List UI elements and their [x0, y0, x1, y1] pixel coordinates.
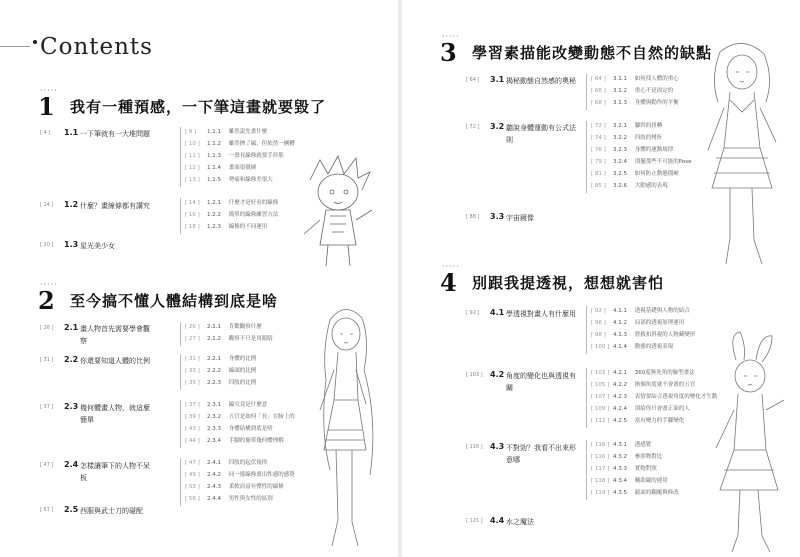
sub-number: 1.1.2: [207, 141, 221, 147]
sub-number: 2.4.2: [207, 472, 221, 478]
sub-title: 四肢的起伏規律: [228, 460, 268, 466]
section-number: 2.3: [64, 402, 79, 411]
sub-title: 肯歡觀察什麼: [228, 324, 262, 330]
sub-page: [ 92 ]: [591, 308, 606, 314]
sub-title: 觀察不只是用眼睛: [228, 336, 273, 342]
sub-title: 動態的透視表現: [634, 344, 674, 350]
section-title: 宇宙鏡像: [506, 214, 534, 222]
sub-number: 2.4.4: [207, 496, 221, 502]
sub-page: [ 39 ]: [185, 414, 200, 420]
subsection-list: [586, 368, 717, 428]
sub-page: [ 64 ]: [591, 76, 606, 82]
section-page: [ 14 ]: [40, 202, 54, 208]
boy-sketch-illustration: [290, 150, 390, 270]
toc-subsection[interactable]: [185, 222, 278, 234]
sub-page: [ 12 ]: [185, 165, 200, 171]
chapter-title: 至今搞不懂人體結構到底是啥: [70, 292, 279, 310]
sub-page: [ 96 ]: [591, 320, 606, 326]
chapter-dots: ·····: [442, 262, 460, 271]
sub-number: 3.1.3: [613, 100, 627, 106]
toc-subsection[interactable]: [185, 458, 295, 470]
sub-page: [ 105 ]: [591, 382, 610, 388]
toc-subsection[interactable]: [185, 175, 295, 187]
sub-page: [ 44 ]: [185, 438, 200, 444]
section-number: 3.3: [490, 212, 505, 221]
toc-subsection[interactable]: [591, 145, 692, 157]
sub-title: 營救扣斜視的人物藏變形: [634, 332, 696, 338]
section-number: 1.3: [64, 240, 79, 249]
sub-title: 別給你只會畫正面的人: [634, 406, 690, 412]
sub-number: 4.2.4: [613, 406, 627, 412]
section-number: 1.2: [64, 200, 79, 209]
chapter-title: 別跟我提透視，想想就害怕: [472, 274, 665, 292]
section-page: [ 4 ]: [40, 130, 51, 136]
toc-subsection[interactable]: [185, 334, 273, 346]
section-title: 幾何體畫人物，就這麼簡單: [80, 404, 150, 424]
sub-title: 腳幹的扭轉: [634, 123, 663, 129]
sub-title: 身體與動作的平衡: [634, 100, 679, 106]
sub-number: 3.2.6: [613, 183, 627, 189]
section-title: 揭秘動態自然感的奧秘: [506, 77, 576, 85]
sub-title: 線究竟是什麼意: [228, 402, 268, 408]
sub-number: 3.2.4: [613, 159, 627, 165]
sub-page: [ 76 ]: [591, 147, 606, 153]
sub-title: 勢痛和線條差很大: [228, 177, 273, 183]
subsection-list: [586, 306, 695, 354]
sub-number: 4.2.3: [613, 394, 627, 400]
sub-number: 2.2.2: [207, 368, 221, 374]
section-number: 2.4: [64, 460, 79, 469]
sub-page: [ 56 ]: [185, 496, 200, 502]
sub-number: 1.1.4: [207, 165, 221, 171]
sub-title: 如何找人體的重心: [634, 76, 679, 82]
sub-title: 線頭的比例: [228, 368, 257, 374]
toc-subsection[interactable]: [185, 151, 295, 163]
toc-subsection[interactable]: [185, 210, 278, 222]
sub-number: 4.2.5: [613, 418, 627, 424]
sub-title: 身體結構到底是啥: [228, 426, 273, 432]
toc-subsection[interactable]: [591, 98, 679, 110]
sub-number: 1.1.1: [207, 129, 221, 135]
toc-subsection[interactable]: [591, 121, 692, 133]
bunny-girl-sketch-illustration: [700, 330, 795, 555]
sub-number: 4.2.1: [613, 370, 627, 376]
section-title: 角度的變化也與透視有關: [506, 372, 576, 392]
section-page: [ 47 ]: [40, 462, 54, 468]
section-page: [ 103 ]: [466, 372, 483, 378]
section-page: [ 88 ]: [466, 214, 480, 220]
girl-sketch-illustration: [300, 300, 395, 555]
sub-title: 參照物對比: [634, 454, 663, 460]
section-page: [ 26 ]: [40, 325, 54, 331]
sub-number: 2.4.1: [207, 460, 221, 466]
sub-page: [ 98 ]: [591, 332, 606, 338]
sub-title: 輔助線的運用: [634, 478, 668, 484]
toc-subsection[interactable]: [185, 354, 256, 366]
section-number: 1.1: [64, 128, 79, 137]
section-page: [ 57 ]: [40, 507, 54, 513]
section-title: 學透視對畫人有什麼用: [506, 310, 576, 318]
sub-number: 4.1.1: [613, 308, 627, 314]
subsection-list: [586, 74, 679, 110]
sub-title: 男性與女性的區別: [228, 496, 273, 502]
chapter-number: 4: [440, 268, 457, 297]
heading-rule: [0, 46, 30, 47]
section-page: [ 31 ]: [40, 357, 54, 363]
section-number: 2.5: [64, 505, 79, 514]
section-page: [ 20 ]: [40, 242, 54, 248]
chapter-number: 2: [38, 286, 55, 315]
toc-subsection[interactable]: [591, 452, 679, 464]
toc-subsection[interactable]: [591, 330, 695, 342]
toc-subsection[interactable]: [591, 404, 717, 416]
sub-title: 鏡面的翻覆與修改: [634, 490, 679, 496]
toc-subsection[interactable]: [185, 470, 295, 482]
sub-page: [ 16 ]: [185, 212, 200, 218]
toc-subsection[interactable]: [591, 157, 692, 169]
sub-number: 2.1.1: [207, 324, 221, 330]
sub-number: 2.1.2: [207, 336, 221, 342]
toc-subsection[interactable]: [185, 322, 273, 334]
sub-number: 4.1.4: [613, 344, 627, 350]
sub-title: 透感覺: [634, 442, 652, 448]
sub-title: 一畫長線條就要手抖筋: [228, 153, 284, 159]
toc-subsection[interactable]: [591, 380, 717, 392]
sub-number: 4.1.3: [613, 332, 627, 338]
sub-number: 2.3.1: [207, 402, 221, 408]
sub-number: 3.2.2: [613, 135, 627, 141]
sub-page: [ 11 ]: [185, 153, 200, 159]
toc-subsection[interactable]: [185, 163, 295, 175]
sub-number: 1.2.1: [207, 200, 221, 206]
section-title: 不對勁？我看不出來形意哪: [506, 444, 576, 464]
toc-subsection[interactable]: [591, 342, 695, 354]
section-page: [ 64 ]: [466, 77, 480, 83]
sub-title: 柔軟而富有彈性的線條: [228, 484, 284, 490]
sub-number: 2.3.3: [207, 426, 221, 432]
toc-subsection[interactable]: [185, 494, 295, 506]
sub-page: [ 13 ]: [185, 177, 200, 183]
sub-page: [ 47 ]: [185, 460, 200, 466]
sub-page: [ 117 ]: [591, 466, 610, 472]
sub-number: 2.2.3: [207, 380, 221, 386]
section-number: 3.1: [490, 75, 505, 84]
chapter-number: 1: [38, 92, 55, 121]
toc-subsection[interactable]: [591, 86, 679, 98]
sub-title: 什麼才是好看的線條: [228, 200, 279, 206]
sub-number: 4.2.2: [613, 382, 627, 388]
sub-title: 五官是如何「長」在臉上的: [228, 414, 295, 420]
chapter-dots: ·····: [40, 86, 58, 95]
sub-number: 1.1.5: [207, 177, 221, 183]
sub-number: 4.3.4: [613, 478, 627, 484]
sub-number: 1.1.3: [207, 153, 221, 159]
sub-number: 4.3.3: [613, 466, 627, 472]
sub-title: 重心不是固定的: [634, 88, 674, 94]
subsection-list: [180, 322, 273, 346]
sub-title: 雖然擠了線，但依然一團糟: [228, 141, 295, 147]
sub-page: [ 79 ]: [591, 159, 606, 165]
sub-page: [ 109 ]: [591, 406, 610, 412]
section-title: 西服與武士刀的碰配: [80, 507, 143, 515]
sub-title: 同一捲線條畫出性感的感覺: [228, 472, 295, 478]
sub-page: [ 9 ]: [185, 129, 197, 135]
sub-page: [ 10 ]: [185, 141, 200, 147]
sub-title: 局部的透視原理運用: [634, 320, 685, 326]
toc-subsection[interactable]: [185, 400, 295, 412]
sub-title: 如何防止動態僵硬: [634, 171, 679, 177]
toc-subsection[interactable]: [591, 306, 695, 318]
toc-subsection[interactable]: [591, 318, 695, 330]
toc-subsection[interactable]: [591, 169, 692, 181]
section-page: [ 37 ]: [40, 404, 54, 410]
toc-subsection[interactable]: [185, 412, 295, 424]
sub-page: [ 72 ]: [591, 123, 606, 129]
toc-subsection[interactable]: [185, 139, 295, 151]
section-number: 4.4: [490, 516, 505, 525]
toc-subsection[interactable]: [591, 392, 717, 404]
sub-page: [ 112 ]: [591, 418, 610, 424]
sub-page: [ 27 ]: [185, 336, 200, 342]
sub-page: [ 85 ]: [591, 183, 606, 189]
sub-page: [ 37 ]: [185, 402, 200, 408]
sub-page: [ 116 ]: [591, 442, 610, 448]
section-number: 3.2: [490, 122, 505, 131]
sub-title: 身體的比例: [228, 356, 257, 362]
toc-subsection[interactable]: [591, 181, 692, 193]
section-title: 星光美少女: [80, 242, 115, 250]
subsection-list: [180, 198, 278, 234]
sub-title: 360度無死角的臉型畫法: [634, 370, 695, 376]
toc-subsection[interactable]: [591, 440, 679, 452]
sub-page: [ 81 ]: [591, 171, 606, 177]
sub-page: [ 116 ]: [591, 454, 610, 460]
heading-dot: [33, 40, 37, 44]
sub-page: [ 100 ]: [591, 344, 610, 350]
toc-subsection[interactable]: [591, 476, 679, 488]
subsection-list: [180, 354, 256, 390]
sub-page: [ 66 ]: [591, 88, 606, 94]
chapter-number: 3: [440, 38, 457, 67]
sub-number: 4.3.5: [613, 490, 627, 496]
toc-subsection[interactable]: [591, 368, 717, 380]
sub-number: 3.1.1: [613, 76, 627, 82]
sub-title: 雖然說先畫什麼: [228, 129, 268, 135]
section-page: [ 121 ]: [466, 518, 483, 524]
sub-title: 四肢的比例: [228, 380, 257, 386]
section-title: 畫人物首先需要學會觀察: [80, 325, 150, 345]
toc-subsection[interactable]: [591, 74, 679, 86]
toc-subsection[interactable]: [185, 366, 256, 378]
sub-number: 2.3.2: [207, 414, 221, 420]
section-title: 怎樣讓筆下的人物不呆板: [80, 462, 150, 482]
section-page: [ 116 ]: [466, 444, 483, 450]
toc-subsection[interactable]: [185, 378, 256, 390]
section-title: 一下筆就有一大堆問題: [80, 130, 150, 138]
section-number: 4.1: [490, 308, 505, 317]
schoolgirl-sketch-illustration: [690, 38, 795, 268]
section-page: [ 92 ]: [466, 310, 480, 316]
sub-number: 3.1.2: [613, 88, 627, 94]
toc-subsection[interactable]: [185, 424, 295, 436]
sub-title: 手腳的簡單幾何體理解: [228, 438, 284, 444]
subsection-list: [586, 440, 679, 500]
right-page: [400, 0, 800, 557]
sub-number: 2.4.3: [207, 484, 221, 490]
sub-title: 畫面很僵硬: [228, 165, 257, 171]
sub-page: [ 118 ]: [591, 478, 610, 484]
section-title: 什麼？畫線條都有講究: [80, 202, 150, 210]
sub-page: [ 107 ]: [591, 394, 610, 400]
chapter-title: 我有一種預感，一下筆這畫就要毀了: [70, 98, 327, 116]
section-number: 4.2: [490, 370, 505, 379]
toc-subsection[interactable]: [185, 436, 295, 448]
sub-page: [ 31 ]: [185, 356, 200, 362]
chapter-title: 學習素描能改變動態不自然的缺點: [472, 44, 713, 62]
toc-subsection[interactable]: [591, 464, 679, 476]
sub-title: 別擺那些不可能的Pose: [634, 159, 692, 165]
subsection-list: [586, 121, 692, 193]
sub-title: 簡單的線條練習方法: [228, 212, 279, 218]
section-page: [ 72 ]: [466, 124, 480, 130]
toc-subsection[interactable]: [591, 133, 692, 145]
section-title: 水之魔法: [506, 518, 534, 526]
subsection-list: [180, 127, 295, 187]
sub-page: [ 43 ]: [185, 426, 200, 432]
section-number: 2.1: [64, 323, 79, 332]
sub-number: 2.3.4: [207, 438, 221, 444]
sub-page: [ 74 ]: [591, 135, 606, 141]
chapter-dots: ·····: [40, 280, 58, 289]
sub-title: 實物對照: [634, 466, 657, 472]
sub-number: 1.2.3: [207, 224, 221, 230]
subsection-list: [180, 400, 295, 448]
sub-page: [ 103 ]: [591, 370, 610, 376]
sub-title: 線條的不同運用: [228, 224, 268, 230]
sub-number: 4.1.2: [613, 320, 627, 326]
sub-title: 表情要結合透視角度的變化才生動: [634, 394, 718, 400]
sub-page: [ 49 ]: [185, 472, 200, 478]
sub-title: 身體的運動規律: [634, 147, 674, 153]
sub-number: 2.2.1: [207, 356, 221, 362]
sub-page: [ 14 ]: [185, 200, 200, 206]
toc-subsection[interactable]: [185, 198, 278, 210]
section-title: 你還要知道人體的比例: [80, 357, 150, 365]
section-number: 4.3: [490, 442, 505, 451]
sub-page: [ 68 ]: [591, 100, 606, 106]
subsection-list: [180, 458, 295, 506]
sub-page: [ 35 ]: [185, 380, 200, 386]
sub-title: 透視基礎與人物的結合: [634, 308, 690, 314]
sub-page: [ 119 ]: [591, 490, 610, 496]
sub-number: 3.2.3: [613, 147, 627, 153]
sub-page: [ 18 ]: [185, 224, 200, 230]
toc-subsection[interactable]: [591, 488, 679, 500]
sub-number: 3.2.1: [613, 123, 627, 129]
toc-subsection[interactable]: [185, 127, 295, 139]
sub-title: 富有變力的手腳變化: [634, 418, 685, 424]
sub-number: 4.3.1: [613, 442, 627, 448]
sub-page: [ 33 ]: [185, 368, 200, 374]
section-title: 聽說身體運動有公式法則: [506, 124, 576, 144]
toc-subsection[interactable]: [591, 416, 717, 428]
chapter-dots: ·····: [442, 32, 460, 41]
sub-page: [ 26 ]: [185, 324, 200, 330]
sub-title: 換個角度就不會畫的五官: [634, 382, 696, 388]
contents-heading: Contents: [40, 34, 153, 60]
sub-title: 大動感的表現: [634, 183, 668, 189]
sub-title: 四肢的彎折: [634, 135, 663, 141]
sub-page: [ 53 ]: [185, 484, 200, 490]
sub-number: 1.2.2: [207, 212, 221, 218]
toc-subsection[interactable]: [185, 482, 295, 494]
sub-number: 3.2.5: [613, 171, 627, 177]
section-number: 2.2: [64, 355, 79, 364]
sub-number: 4.3.2: [613, 454, 627, 460]
